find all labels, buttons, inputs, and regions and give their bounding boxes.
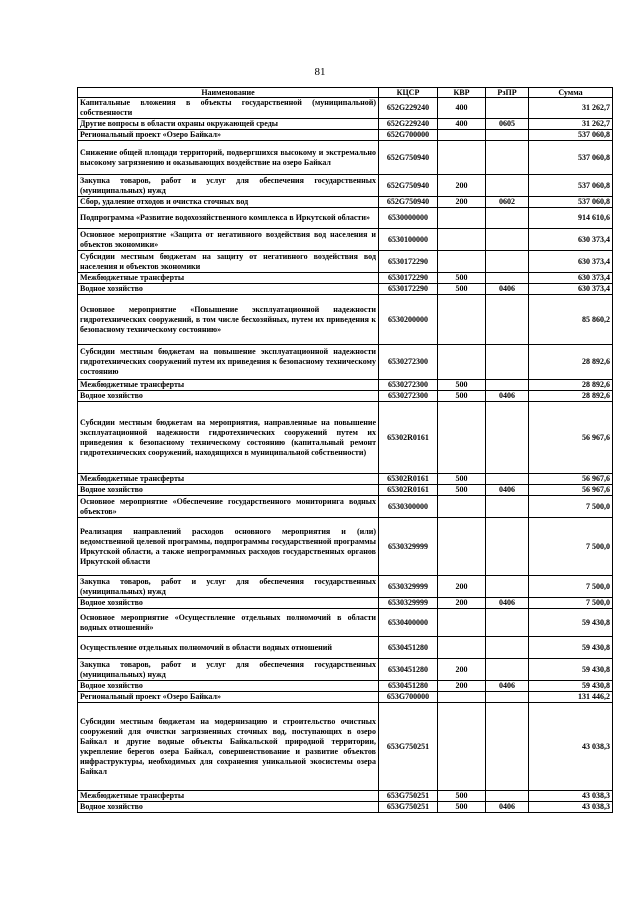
table-row — [78, 474, 613, 485]
cell-sum: 537 060,8 — [529, 175, 613, 197]
cell-kvr — [438, 295, 486, 345]
cell-sum: 28 892,6 — [529, 391, 613, 402]
cell-kcsr: 6530272300 — [379, 391, 438, 402]
cell-kcsr: 6530172290 — [379, 273, 438, 284]
table-row — [78, 229, 613, 251]
cell-kvr — [438, 345, 486, 380]
cell-rzpr: 0605 — [486, 119, 529, 130]
cell-kcsr: 6530451280 — [379, 659, 438, 681]
header-rzpr: РзПР — [486, 88, 529, 98]
cell-sum: 43 038,3 — [529, 802, 613, 813]
cell-kvr: 400 — [438, 98, 486, 119]
cell-rzpr — [486, 345, 529, 380]
cell-rzpr — [486, 496, 529, 518]
cell-rzpr — [486, 609, 529, 637]
cell-sum: 31 262,7 — [529, 98, 613, 119]
cell-kcsr: 6530329999 — [379, 576, 438, 598]
cell-kcsr: 6530100000 — [379, 229, 438, 251]
cell-kvr — [438, 141, 486, 175]
cell-sum: 28 892,6 — [529, 380, 613, 391]
table-row — [78, 802, 613, 813]
cell-kvr: 500 — [438, 284, 486, 295]
cell-name: Осуществление отдельных полномочий в области водных отношений — [78, 637, 379, 659]
cell-sum: 630 373,4 — [529, 273, 613, 284]
cell-kvr — [438, 251, 486, 273]
cell-kcsr: 6530329999 — [379, 518, 438, 576]
cell-kcsr: 6530272300 — [379, 345, 438, 380]
cell-kcsr: 6530329999 — [379, 598, 438, 609]
header-name: Наименование — [78, 88, 379, 98]
cell-sum: 537 060,8 — [529, 130, 613, 141]
table-row — [78, 496, 613, 518]
cell-rzpr — [486, 98, 529, 119]
cell-rzpr — [486, 637, 529, 659]
cell-kvr — [438, 208, 486, 229]
cell-rzpr: 0406 — [486, 485, 529, 496]
cell-name: Межбюджетные трансферты — [78, 380, 379, 391]
table-row — [78, 681, 613, 692]
table-header-row — [78, 88, 613, 98]
cell-sum: 7 500,0 — [529, 598, 613, 609]
cell-kvr — [438, 703, 486, 791]
cell-kcsr: 65302R0161 — [379, 402, 438, 474]
table-row — [78, 391, 613, 402]
table-row — [78, 197, 613, 208]
cell-rzpr — [486, 518, 529, 576]
cell-kcsr: 6530451280 — [379, 681, 438, 692]
cell-name: Водное хозяйство — [78, 598, 379, 609]
cell-rzpr — [486, 208, 529, 229]
page-number: 81 — [314, 66, 326, 78]
cell-sum: 28 892,6 — [529, 345, 613, 380]
cell-sum: 59 430,8 — [529, 637, 613, 659]
cell-kcsr: 653G700000 — [379, 692, 438, 703]
cell-name: Подпрограмма «Развитие водохозяйственного комплекса в Иркутской области» — [78, 208, 379, 229]
table-row — [78, 130, 613, 141]
cell-rzpr: 0406 — [486, 802, 529, 813]
cell-kvr: 200 — [438, 197, 486, 208]
cell-rzpr — [486, 659, 529, 681]
cell-name: Основное мероприятие «Обеспечение государственного мониторинга водных объектов» — [78, 496, 379, 518]
cell-sum: 43 038,3 — [529, 791, 613, 802]
cell-kcsr: 653G750251 — [379, 791, 438, 802]
cell-kcsr: 653G750251 — [379, 802, 438, 813]
cell-kcsr: 652G750940 — [379, 175, 438, 197]
cell-sum: 43 038,3 — [529, 703, 613, 791]
cell-name: Региональный проект «Озеро Байкал» — [78, 130, 379, 141]
cell-kvr: 500 — [438, 391, 486, 402]
cell-name: Водное хозяйство — [78, 681, 379, 692]
cell-kvr: 500 — [438, 474, 486, 485]
cell-rzpr — [486, 402, 529, 474]
cell-rzpr: 0406 — [486, 391, 529, 402]
table-row — [78, 703, 613, 791]
cell-kvr: 200 — [438, 576, 486, 598]
header-kcsr: КЦСР — [379, 88, 438, 98]
cell-sum: 537 060,8 — [529, 197, 613, 208]
cell-sum: 7 500,0 — [529, 518, 613, 576]
cell-rzpr — [486, 791, 529, 802]
table-row — [78, 273, 613, 284]
table-row — [78, 119, 613, 130]
cell-kvr: 500 — [438, 802, 486, 813]
table-row — [78, 295, 613, 345]
table-row — [78, 692, 613, 703]
cell-name: Межбюджетные трансферты — [78, 474, 379, 485]
cell-rzpr — [486, 380, 529, 391]
cell-kvr — [438, 518, 486, 576]
budget-table — [77, 87, 613, 813]
cell-name: Закупка товаров, работ и услуг для обеспечения государственных (муниципальных) нужд — [78, 576, 379, 598]
cell-sum: 630 373,4 — [529, 284, 613, 295]
cell-rzpr — [486, 474, 529, 485]
cell-rzpr — [486, 141, 529, 175]
cell-sum: 131 446,2 — [529, 692, 613, 703]
table-row — [78, 402, 613, 474]
cell-kvr: 500 — [438, 791, 486, 802]
cell-name: Региональный проект «Озеро Байкал» — [78, 692, 379, 703]
cell-name: Субсидии местным бюджетам на защиту от негативного воздействия вод населения и объектов экономики — [78, 251, 379, 273]
cell-name: Водное хозяйство — [78, 284, 379, 295]
cell-kvr — [438, 229, 486, 251]
cell-rzpr — [486, 175, 529, 197]
table-row — [78, 518, 613, 576]
table-row — [78, 485, 613, 496]
cell-sum: 59 430,8 — [529, 609, 613, 637]
cell-name: Основное мероприятие «Защита от негативного воздействия вод населения и объектов экономики» — [78, 229, 379, 251]
cell-rzpr — [486, 692, 529, 703]
table-body — [78, 98, 613, 813]
cell-kvr: 500 — [438, 485, 486, 496]
cell-rzpr — [486, 130, 529, 141]
table-row — [78, 609, 613, 637]
cell-name: Водное хозяйство — [78, 391, 379, 402]
cell-kvr: 200 — [438, 659, 486, 681]
cell-kvr — [438, 609, 486, 637]
cell-name: Межбюджетные трансферты — [78, 791, 379, 802]
cell-name: Водное хозяйство — [78, 485, 379, 496]
table-row — [78, 175, 613, 197]
cell-name: Сбор, удаление отходов и очистка сточных вод — [78, 197, 379, 208]
cell-sum: 31 262,7 — [529, 119, 613, 130]
cell-sum: 914 610,6 — [529, 208, 613, 229]
cell-name: Основное мероприятие «Осуществление отдельных полномочий в области водных отношений» — [78, 609, 379, 637]
cell-rzpr: 0602 — [486, 197, 529, 208]
table-row — [78, 345, 613, 380]
table-row — [78, 791, 613, 802]
cell-kcsr: 65302R0161 — [379, 474, 438, 485]
table-row — [78, 208, 613, 229]
cell-rzpr — [486, 703, 529, 791]
cell-sum: 59 430,8 — [529, 681, 613, 692]
cell-name: Субсидии местным бюджетам на повышение эксплуатационной надежности гидротехнических сооружений путем их приведения к безопасному техническому состоянию — [78, 345, 379, 380]
cell-sum: 85 860,2 — [529, 295, 613, 345]
cell-name: Закупка товаров, работ и услуг для обеспечения государственных (муниципальных) нужд — [78, 659, 379, 681]
cell-rzpr: 0406 — [486, 681, 529, 692]
table-row — [78, 598, 613, 609]
header-kvr: КВР — [438, 88, 486, 98]
header-sum: Сумма — [529, 88, 613, 98]
cell-kcsr: 652G700000 — [379, 130, 438, 141]
cell-rzpr — [486, 576, 529, 598]
cell-kcsr: 6530172290 — [379, 251, 438, 273]
table-row — [78, 576, 613, 598]
cell-kcsr: 6530172290 — [379, 284, 438, 295]
cell-kvr — [438, 637, 486, 659]
cell-sum: 7 500,0 — [529, 576, 613, 598]
cell-kvr — [438, 692, 486, 703]
cell-name: Реализация направлений расходов основного мероприятия и (или) ведомственной целевой программы, подпрограммы государственной программы Иркутской области, а также непрограммных расходов государственных органов Иркутской области — [78, 518, 379, 576]
cell-kvr: 400 — [438, 119, 486, 130]
cell-name: Субсидии местным бюджетам на мероприятия, направленные на повышение эксплуатационной надежности гидротехнических сооружений путем их приведения к безопасному техническому состоянию (капитальный ремонт гидротехнических сооружений, находящихся в муниципальной собственности) — [78, 402, 379, 474]
cell-name: Водное хозяйство — [78, 802, 379, 813]
cell-kvr: 500 — [438, 273, 486, 284]
cell-sum: 59 430,8 — [529, 659, 613, 681]
cell-sum: 56 967,6 — [529, 485, 613, 496]
cell-sum: 56 967,6 — [529, 402, 613, 474]
cell-name: Межбюджетные трансферты — [78, 273, 379, 284]
cell-kcsr: 6530200000 — [379, 295, 438, 345]
table-row — [78, 141, 613, 175]
table-row — [78, 251, 613, 273]
cell-sum: 7 500,0 — [529, 496, 613, 518]
table-row — [78, 637, 613, 659]
cell-kcsr: 653G750251 — [379, 703, 438, 791]
cell-kcsr: 65302R0161 — [379, 485, 438, 496]
table-row — [78, 380, 613, 391]
table-row — [78, 659, 613, 681]
cell-kcsr: 652G750940 — [379, 141, 438, 175]
cell-name: Снижение общей площади территорий, подвергшихся высокому и экстремально высокому загрязнению и оказывающих воздействие на озеро Байкал — [78, 141, 379, 175]
cell-kcsr: 6530451280 — [379, 637, 438, 659]
cell-kcsr: 6530272300 — [379, 380, 438, 391]
cell-kcsr: 652G229240 — [379, 119, 438, 130]
cell-kcsr: 6530400000 — [379, 609, 438, 637]
table-row — [78, 98, 613, 119]
cell-kvr: 200 — [438, 175, 486, 197]
cell-sum: 537 060,8 — [529, 141, 613, 175]
cell-name: Капитальные вложения в объекты государственной (муниципальной) собственности — [78, 98, 379, 119]
cell-name: Другие вопросы в области охраны окружающей среды — [78, 119, 379, 130]
cell-kvr — [438, 130, 486, 141]
cell-kvr — [438, 402, 486, 474]
cell-sum: 56 967,6 — [529, 474, 613, 485]
cell-kcsr: 652G229240 — [379, 98, 438, 119]
cell-kvr: 200 — [438, 598, 486, 609]
table-row — [78, 284, 613, 295]
cell-rzpr: 0406 — [486, 284, 529, 295]
cell-rzpr — [486, 295, 529, 345]
cell-sum: 630 373,4 — [529, 229, 613, 251]
cell-rzpr — [486, 229, 529, 251]
cell-kcsr: 6530300000 — [379, 496, 438, 518]
cell-sum: 630 373,4 — [529, 251, 613, 273]
cell-name: Закупка товаров, работ и услуг для обеспечения государственных (муниципальных) нужд — [78, 175, 379, 197]
cell-rzpr: 0406 — [486, 598, 529, 609]
cell-kvr: 500 — [438, 380, 486, 391]
cell-rzpr — [486, 273, 529, 284]
cell-kvr: 200 — [438, 681, 486, 692]
cell-rzpr — [486, 251, 529, 273]
cell-kcsr: 6530000000 — [379, 208, 438, 229]
cell-kvr — [438, 496, 486, 518]
cell-kcsr: 652G750940 — [379, 197, 438, 208]
cell-name: Субсидии местным бюджетам на модернизацию и строительство очистных сооружений для очистки загрязненных сточных вод, поступающих в озеро Байкал и другие водные объекты Байкальской природной территории, укрепление берегов озера Байкал, совершенствование и развитие объектов инфраструктуры, необходимых для сохранения уникальной экосистемы озера Байкал — [78, 703, 379, 791]
cell-name: Основное мероприятие «Повышение эксплуатационной надежности гидротехнических сооружений, в том числе бесхозяйных, путем их приведения к безопасному техническому состоянию» — [78, 295, 379, 345]
